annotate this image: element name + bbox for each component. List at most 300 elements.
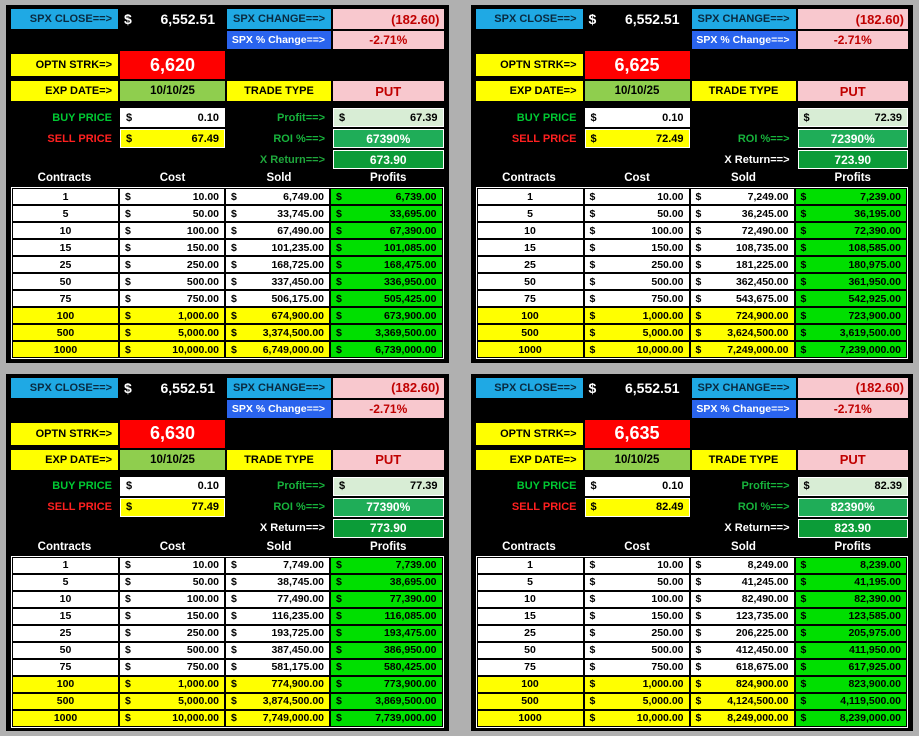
- dollar-sign: $: [800, 241, 807, 254]
- empty-cell: [333, 420, 444, 448]
- dollar-sign: $: [231, 224, 237, 237]
- empty-cell: [227, 51, 331, 79]
- table-row[interactable]: [478, 274, 907, 289]
- table-row[interactable]: [478, 609, 907, 624]
- exp-date-value[interactable]: 10/10/25: [120, 450, 225, 470]
- cost-cell[interactable]: $ 5,000.00: [120, 325, 224, 340]
- profits-cell[interactable]: $ 7,739.00: [331, 558, 442, 573]
- sold-cell[interactable]: $ 7,249.00: [691, 189, 794, 204]
- spx-close-value[interactable]: $ 6,552.51: [124, 11, 215, 27]
- contracts-cell[interactable]: 500: [13, 325, 118, 340]
- profits-cell[interactable]: $ 168,475.00: [331, 257, 442, 272]
- header-cost: Cost: [159, 172, 186, 184]
- exp-date-value[interactable]: 10/10/25: [585, 450, 690, 470]
- contracts-cell[interactable]: 100: [478, 677, 583, 692]
- profits-cell[interactable]: $ 77,390.00: [331, 592, 442, 607]
- sold-cell[interactable]: $ 36,245.00: [691, 206, 794, 221]
- table-row[interactable]: [13, 325, 442, 340]
- table-row[interactable]: [13, 342, 442, 357]
- sold-cell[interactable]: $ 193,725.00: [226, 626, 329, 641]
- cost-cell[interactable]: $ 750.00: [585, 291, 689, 306]
- contracts-table-body: [476, 187, 909, 359]
- trade-type-value[interactable]: PUT: [798, 81, 909, 101]
- contracts-cell[interactable]: 5: [478, 206, 583, 221]
- dollar-sign: $: [231, 661, 237, 673]
- sold-cell[interactable]: $ 38,745.00: [226, 575, 329, 590]
- table-row[interactable]: [13, 626, 442, 641]
- profits-cell[interactable]: $ 773,900.00: [331, 677, 442, 692]
- dollar-sign: $: [125, 559, 131, 571]
- table-row[interactable]: [478, 677, 907, 692]
- sold-cell[interactable]: $ 3,374,500.00: [226, 325, 329, 340]
- dollar-sign: $: [695, 343, 702, 356]
- contracts-table-header: [11, 540, 444, 554]
- sold-cell[interactable]: $ 6,749,000.00: [226, 342, 329, 357]
- contracts-cell[interactable]: 75: [13, 660, 118, 675]
- dollar-sign: $: [231, 241, 237, 254]
- profits-cell[interactable]: $ 38,695.00: [331, 575, 442, 590]
- spx-close-value[interactable]: $ 6,552.51: [124, 379, 215, 396]
- dollar-sign: $: [589, 627, 596, 639]
- dollar-sign: $: [800, 309, 807, 322]
- profits-cell[interactable]: $ 101,085.00: [331, 240, 442, 255]
- sold-cell[interactable]: $ 101,235.00: [226, 240, 329, 255]
- exp-date-label: EXP DATE=>: [11, 81, 118, 101]
- contracts-cell[interactable]: 50: [478, 643, 583, 658]
- profits-cell[interactable]: $ 67,390.00: [331, 223, 442, 238]
- contracts-cell[interactable]: 1: [478, 558, 583, 573]
- contracts-cell[interactable]: 25: [478, 257, 583, 272]
- spx-close-label: SPX CLOSE==>: [476, 9, 583, 29]
- dollar-sign: $: [231, 678, 237, 690]
- cost-cell[interactable]: $ 500.00: [585, 274, 689, 289]
- table-row[interactable]: [13, 660, 442, 675]
- profits-cell[interactable]: $ 108,585.00: [796, 240, 907, 255]
- header-sold: Sold: [266, 172, 292, 184]
- cost-cell[interactable]: $ 500.00: [585, 643, 689, 658]
- sell-price-field[interactable]: $ 82.49: [585, 498, 690, 517]
- dollar-sign: $: [695, 695, 702, 707]
- dollar-sign: $: [231, 190, 237, 203]
- contracts-cell[interactable]: 1000: [13, 342, 118, 357]
- dollar-sign: $: [589, 712, 596, 724]
- profits-cell[interactable]: $ 41,195.00: [796, 575, 907, 590]
- header-contracts: Contracts: [37, 540, 92, 553]
- sold-cell[interactable]: $ 4,124,500.00: [691, 694, 794, 709]
- spx-close-value[interactable]: $ 6,552.51: [588, 379, 680, 396]
- sold-cell[interactable]: $ 3,874,500.00: [226, 694, 329, 709]
- contracts-cell[interactable]: 1000: [478, 711, 583, 726]
- contracts-cell[interactable]: 10: [478, 592, 583, 607]
- spx-change-label: SPX CHANGE==>: [227, 9, 331, 29]
- table-row[interactable]: [13, 257, 442, 272]
- sold-cell[interactable]: $ 618,675.00: [691, 660, 794, 675]
- table-row[interactable]: [478, 291, 907, 306]
- contracts-cell[interactable]: 25: [13, 257, 118, 272]
- sold-cell[interactable]: $ 72,490.00: [691, 223, 794, 238]
- sold-cell[interactable]: $ 543,675.00: [691, 291, 794, 306]
- x-return-value: 773.90: [333, 519, 444, 538]
- profits-cell[interactable]: $ 33,695.00: [331, 206, 442, 221]
- trade-type-value[interactable]: PUT: [798, 450, 909, 470]
- sold-cell[interactable]: $ 168,725.00: [226, 257, 329, 272]
- profits-cell[interactable]: $ 823,900.00: [796, 677, 907, 692]
- profits-cell[interactable]: $ 3,369,500.00: [331, 325, 442, 340]
- dollar-sign: $: [589, 661, 596, 673]
- cost-cell[interactable]: $ 10,000.00: [585, 711, 689, 726]
- dollar-sign: $: [336, 326, 342, 339]
- dollar-sign: $: [589, 695, 596, 707]
- contracts-cell[interactable]: 10: [478, 223, 583, 238]
- profits-cell[interactable]: $ 723,900.00: [796, 308, 907, 323]
- header-contracts: Contracts: [37, 172, 92, 184]
- sell-price-field[interactable]: $ 67.49: [120, 129, 225, 148]
- profits-cell[interactable]: $ 180,975.00: [796, 257, 907, 272]
- cost-cell[interactable]: $ 100.00: [585, 592, 689, 607]
- profits-cell[interactable]: $ 6,739,000.00: [331, 342, 442, 357]
- exp-date-value[interactable]: 10/10/25: [120, 81, 225, 101]
- dollar-sign: $: [589, 224, 596, 237]
- contracts-cell[interactable]: 75: [478, 660, 583, 675]
- sold-cell[interactable]: $ 724,900.00: [691, 308, 794, 323]
- cost-cell[interactable]: $ 250.00: [120, 257, 224, 272]
- table-row[interactable]: [13, 609, 442, 624]
- contracts-cell[interactable]: 1: [478, 189, 583, 204]
- cost-cell[interactable]: $ 10.00: [585, 558, 689, 573]
- sold-cell[interactable]: $ 108,735.00: [691, 240, 794, 255]
- cost-cell[interactable]: $ 50.00: [585, 206, 689, 221]
- profits-cell[interactable]: $ 4,119,500.00: [796, 694, 907, 709]
- cost-cell[interactable]: $ 500.00: [120, 274, 224, 289]
- dollar-sign: $: [231, 576, 237, 588]
- roi-label: ROI %==>: [737, 501, 790, 513]
- profits-cell[interactable]: $ 82,390.00: [796, 592, 907, 607]
- contracts-cell[interactable]: 1000: [13, 711, 118, 726]
- buy-price-field[interactable]: $ 0.10: [120, 108, 225, 127]
- optn-strk-value[interactable]: 6,625: [585, 51, 690, 79]
- cost-cell[interactable]: $ 250.00: [120, 626, 224, 641]
- profits-cell[interactable]: $ 193,475.00: [331, 626, 442, 641]
- dollar-sign: $: [695, 207, 702, 220]
- dollar-sign: $: [336, 241, 342, 254]
- sold-cell[interactable]: $ 206,225.00: [691, 626, 794, 641]
- exp-date-value[interactable]: 10/10/25: [585, 81, 690, 101]
- sold-cell[interactable]: $ 181,225.00: [691, 257, 794, 272]
- dollar-sign: $: [336, 610, 342, 622]
- table-row[interactable]: [13, 711, 442, 726]
- trade-type-value[interactable]: PUT: [333, 81, 444, 101]
- sold-cell[interactable]: $ 824,900.00: [691, 677, 794, 692]
- dollar-sign: $: [803, 111, 810, 124]
- profits-cell[interactable]: $ 8,239,000.00: [796, 711, 907, 726]
- dollar-sign: $: [231, 695, 237, 707]
- cost-cell[interactable]: $ 1,000.00: [120, 308, 224, 323]
- cost-cell[interactable]: $ 750.00: [120, 660, 224, 675]
- profits-cell[interactable]: $ 36,195.00: [796, 206, 907, 221]
- cost-cell[interactable]: $ 10.00: [585, 189, 689, 204]
- table-row[interactable]: [478, 558, 907, 573]
- table-row[interactable]: [478, 575, 907, 590]
- sell-price-field[interactable]: $ 77.49: [120, 498, 225, 517]
- header-cost: Cost: [624, 540, 650, 553]
- profits-cell[interactable]: $ 386,950.00: [331, 643, 442, 658]
- profits-cell[interactable]: $ 673,900.00: [331, 308, 442, 323]
- table-row[interactable]: [478, 626, 907, 641]
- sold-cell[interactable]: $ 362,450.00: [691, 274, 794, 289]
- dollar-sign: $: [124, 379, 132, 396]
- table-row[interactable]: [478, 308, 907, 323]
- profits-cell[interactable]: $ 336,950.00: [331, 274, 442, 289]
- sold-cell[interactable]: $ 774,900.00: [226, 677, 329, 692]
- dollar-sign: $: [339, 480, 346, 492]
- profits-cell[interactable]: $ 542,925.00: [796, 291, 907, 306]
- profits-cell[interactable]: $ 123,585.00: [796, 609, 907, 624]
- profits-cell[interactable]: $ 205,975.00: [796, 626, 907, 641]
- contracts-cell[interactable]: 100: [478, 308, 583, 323]
- cost-cell[interactable]: $ 150.00: [120, 609, 224, 624]
- contracts-cell[interactable]: 100: [13, 677, 118, 692]
- profits-cell[interactable]: $ 580,425.00: [331, 660, 442, 675]
- dollar-sign: $: [336, 275, 342, 288]
- dollar-sign: $: [125, 661, 131, 673]
- sold-cell[interactable]: $ 581,175.00: [226, 660, 329, 675]
- table-row[interactable]: [478, 694, 907, 709]
- header-sold: Sold: [731, 172, 756, 184]
- table-row[interactable]: [478, 660, 907, 675]
- dollar-sign: $: [695, 593, 702, 605]
- cost-cell[interactable]: $ 50.00: [120, 575, 224, 590]
- cost-cell[interactable]: $ 5,000.00: [120, 694, 224, 709]
- trade-type-label: TRADE TYPE: [692, 450, 796, 470]
- contracts-cell[interactable]: 75: [478, 291, 583, 306]
- contracts-cell[interactable]: 500: [478, 325, 583, 340]
- contracts-cell[interactable]: 1000: [478, 342, 583, 357]
- table-row[interactable]: [478, 257, 907, 272]
- cost-cell[interactable]: $ 100.00: [120, 223, 224, 238]
- sold-cell[interactable]: $ 674,900.00: [226, 308, 329, 323]
- table-row[interactable]: [478, 592, 907, 607]
- table-row[interactable]: [13, 189, 442, 204]
- cost-cell[interactable]: $ 1,000.00: [585, 308, 689, 323]
- dollar-sign: $: [695, 678, 702, 690]
- sold-cell[interactable]: $ 41,245.00: [691, 575, 794, 590]
- table-row[interactable]: [478, 223, 907, 238]
- contracts-cell[interactable]: 1: [13, 558, 118, 573]
- sold-cell[interactable]: $ 7,749,000.00: [226, 711, 329, 726]
- contracts-cell[interactable]: 10: [13, 223, 118, 238]
- sold-cell[interactable]: $ 7,749.00: [226, 558, 329, 573]
- dollar-sign: $: [589, 678, 596, 690]
- sold-cell[interactable]: $ 123,735.00: [691, 609, 794, 624]
- table-row[interactable]: [478, 643, 907, 658]
- contracts-cell[interactable]: 15: [478, 240, 583, 255]
- table-row[interactable]: [13, 575, 442, 590]
- spx-pct-change-value: -2.71%: [333, 400, 444, 418]
- table-row[interactable]: [13, 206, 442, 221]
- roi-value: 77390%: [333, 498, 444, 517]
- cost-cell[interactable]: $ 750.00: [120, 291, 224, 306]
- contracts-table-header: [11, 171, 444, 185]
- dollar-sign: $: [803, 480, 810, 492]
- contracts-cell[interactable]: 50: [478, 274, 583, 289]
- sold-cell[interactable]: $ 82,490.00: [691, 592, 794, 607]
- cost-cell[interactable]: $ 10.00: [120, 189, 224, 204]
- x-return-label: X Return==>: [724, 522, 790, 534]
- contracts-cell[interactable]: 1: [13, 189, 118, 204]
- profits-cell[interactable]: $ 3,619,500.00: [796, 325, 907, 340]
- cost-cell[interactable]: $ 10,000.00: [120, 711, 224, 726]
- contracts-cell[interactable]: 500: [478, 694, 583, 709]
- table-row[interactable]: [13, 677, 442, 692]
- table-row[interactable]: [13, 291, 442, 306]
- cost-cell[interactable]: $ 250.00: [585, 626, 689, 641]
- cost-cell[interactable]: $ 150.00: [585, 609, 689, 624]
- dollar-sign: $: [695, 275, 702, 288]
- sold-cell[interactable]: $ 3,624,500.00: [691, 325, 794, 340]
- optn-strk-value[interactable]: 6,635: [585, 420, 690, 448]
- contracts-cell[interactable]: 15: [13, 609, 118, 624]
- sell-price-label: SELL PRICE: [511, 132, 577, 145]
- contracts-cell[interactable]: 500: [13, 694, 118, 709]
- contracts-cell[interactable]: 50: [13, 643, 118, 658]
- profits-cell[interactable]: $ 116,085.00: [331, 609, 442, 624]
- profits-cell[interactable]: $ 361,950.00: [796, 274, 907, 289]
- table-row[interactable]: [13, 308, 442, 323]
- table-row[interactable]: [13, 558, 442, 573]
- dollar-sign: $: [336, 576, 342, 588]
- cost-cell[interactable]: $ 10,000.00: [585, 342, 689, 357]
- sold-cell[interactable]: $ 387,450.00: [226, 643, 329, 658]
- table-row[interactable]: [13, 694, 442, 709]
- profits-cell[interactable]: $ 7,739,000.00: [331, 711, 442, 726]
- contracts-cell[interactable]: 5: [478, 575, 583, 590]
- header-profits: Profits: [834, 540, 871, 553]
- contracts-cell[interactable]: 75: [13, 291, 118, 306]
- profits-cell[interactable]: $ 617,925.00: [796, 660, 907, 675]
- profits-cell[interactable]: $ 72,390.00: [796, 223, 907, 238]
- table-row[interactable]: [478, 189, 907, 204]
- buy-price-field[interactable]: $ 0.10: [585, 477, 690, 496]
- table-row[interactable]: [13, 223, 442, 238]
- cost-cell[interactable]: $ 100.00: [585, 223, 689, 238]
- dollar-sign: $: [695, 627, 702, 639]
- sold-cell[interactable]: $ 412,450.00: [691, 643, 794, 658]
- spx-close-value[interactable]: $ 6,552.51: [588, 11, 680, 27]
- dollar-sign: $: [125, 576, 131, 588]
- spx-change-value: (182.60): [333, 9, 444, 29]
- sold-cell[interactable]: $ 33,745.00: [226, 206, 329, 221]
- contracts-cell[interactable]: 25: [478, 626, 583, 641]
- buy-price-label: BUY PRICE: [516, 111, 577, 124]
- table-row[interactable]: [13, 592, 442, 607]
- dollar-sign: $: [800, 678, 807, 690]
- cost-cell[interactable]: $ 150.00: [585, 240, 689, 255]
- cost-cell[interactable]: $ 1,000.00: [120, 677, 224, 692]
- table-row[interactable]: [478, 240, 907, 255]
- table-row[interactable]: [13, 274, 442, 289]
- profits-cell[interactable]: $ 411,950.00: [796, 643, 907, 658]
- optn-strk-label: OPTN STRK=>: [11, 423, 118, 445]
- cost-cell[interactable]: $ 1,000.00: [585, 677, 689, 692]
- sell-price-field[interactable]: $ 72.49: [585, 129, 690, 148]
- table-row[interactable]: [478, 342, 907, 357]
- dollar-sign: $: [800, 695, 807, 707]
- table-row[interactable]: [478, 325, 907, 340]
- cost-cell[interactable]: $ 10.00: [120, 558, 224, 573]
- spacer: [11, 103, 444, 106]
- sold-cell[interactable]: $ 8,249.00: [691, 558, 794, 573]
- profits-cell[interactable]: $ 8,239.00: [796, 558, 907, 573]
- dollar-sign: $: [336, 559, 342, 571]
- cost-cell[interactable]: $ 5,000.00: [585, 694, 689, 709]
- spx-pct-change-label: SPX % Change==>: [692, 31, 796, 49]
- contracts-cell[interactable]: 25: [13, 626, 118, 641]
- cost-cell[interactable]: $ 5,000.00: [585, 325, 689, 340]
- table-row[interactable]: [478, 711, 907, 726]
- cost-cell[interactable]: $ 100.00: [120, 592, 224, 607]
- cost-cell[interactable]: $ 150.00: [120, 240, 224, 255]
- contracts-cell[interactable]: 5: [13, 575, 118, 590]
- buy-price-field[interactable]: $ 0.10: [585, 108, 690, 127]
- sold-cell[interactable]: $ 337,450.00: [226, 274, 329, 289]
- dollar-sign: $: [126, 501, 133, 513]
- dollar-sign: $: [336, 292, 342, 305]
- contracts-cell[interactable]: 100: [13, 308, 118, 323]
- spx-change-value: (182.60): [798, 378, 909, 398]
- dollar-sign: $: [126, 480, 133, 492]
- table-row[interactable]: [13, 643, 442, 658]
- table-row[interactable]: [478, 206, 907, 221]
- profits-cell[interactable]: $ 6,739.00: [331, 189, 442, 204]
- buy-price-field[interactable]: $ 0.10: [120, 477, 225, 496]
- cost-cell[interactable]: $ 10,000.00: [120, 342, 224, 357]
- dollar-sign: $: [800, 610, 807, 622]
- cost-cell[interactable]: $ 750.00: [585, 660, 689, 675]
- table-row[interactable]: [13, 240, 442, 255]
- sold-cell[interactable]: $ 6,749.00: [226, 189, 329, 204]
- trade-type-value[interactable]: PUT: [333, 450, 444, 470]
- contracts-cell[interactable]: 15: [478, 609, 583, 624]
- sold-cell[interactable]: $ 67,490.00: [226, 223, 329, 238]
- dollar-sign: $: [589, 275, 596, 288]
- dollar-sign: $: [800, 559, 807, 571]
- contracts-cell[interactable]: 15: [13, 240, 118, 255]
- dollar-sign: $: [589, 309, 596, 322]
- dollar-sign: $: [125, 224, 131, 237]
- sold-cell[interactable]: $ 116,235.00: [226, 609, 329, 624]
- contracts-cell[interactable]: 50: [13, 274, 118, 289]
- cost-cell[interactable]: $ 500.00: [120, 643, 224, 658]
- cost-cell[interactable]: $ 250.00: [585, 257, 689, 272]
- profits-cell[interactable]: $ 7,239.00: [796, 189, 907, 204]
- profits-cell[interactable]: $ 505,425.00: [331, 291, 442, 306]
- sold-cell[interactable]: $ 77,490.00: [226, 592, 329, 607]
- profits-cell[interactable]: $ 3,869,500.00: [331, 694, 442, 709]
- sold-cell[interactable]: $ 8,249,000.00: [691, 711, 794, 726]
- optn-strk-value[interactable]: 6,620: [120, 51, 225, 79]
- dollar-sign: $: [125, 309, 131, 322]
- header-contracts: Contracts: [502, 172, 556, 184]
- profits-cell[interactable]: $ 7,239,000.00: [796, 342, 907, 357]
- optn-strk-value[interactable]: 6,630: [120, 420, 225, 448]
- sold-cell[interactable]: $ 7,249,000.00: [691, 342, 794, 357]
- cost-cell[interactable]: $ 50.00: [120, 206, 224, 221]
- contracts-cell[interactable]: 10: [13, 592, 118, 607]
- cost-cell[interactable]: $ 50.00: [585, 575, 689, 590]
- dollar-sign: $: [590, 111, 597, 124]
- contracts-cell[interactable]: 5: [13, 206, 118, 221]
- sold-cell[interactable]: $ 506,175.00: [226, 291, 329, 306]
